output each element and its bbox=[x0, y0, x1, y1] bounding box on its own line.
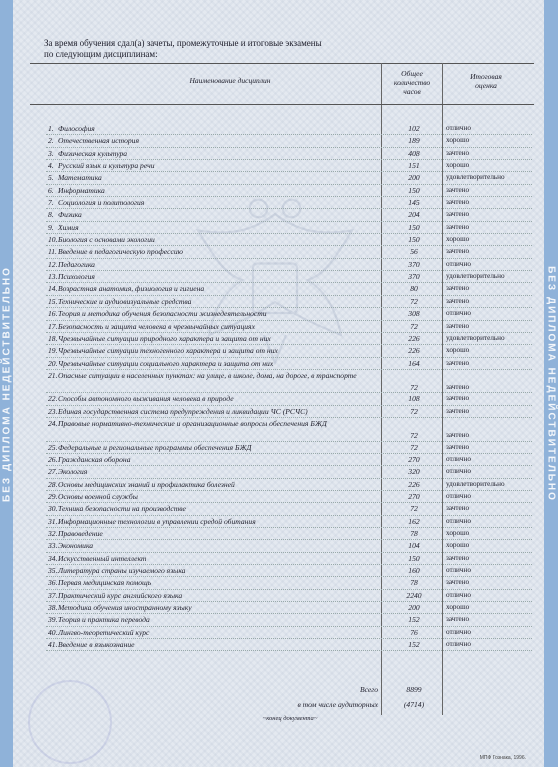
subject-hours: 150 bbox=[408, 553, 420, 563]
subject-grade: зачтено bbox=[446, 431, 470, 440]
subject-number: 25. bbox=[48, 442, 58, 452]
subject-name: Гражданская оборона bbox=[58, 454, 131, 464]
subject-hours: 72 bbox=[410, 296, 418, 306]
subject-number: 22. bbox=[48, 394, 58, 404]
subject-hours: 2240 bbox=[406, 590, 422, 600]
table-row bbox=[0, 284, 558, 296]
subject-number: 29. bbox=[48, 491, 58, 501]
subject-hours: 102 bbox=[408, 124, 420, 133]
subject-name: Педагогика bbox=[58, 259, 95, 269]
subject-name: Методика обучения иностранному языку bbox=[58, 603, 192, 613]
subject-hours: 226 bbox=[408, 346, 420, 356]
subject-grade: зачтено bbox=[446, 406, 470, 415]
subject-number: 37. bbox=[48, 590, 58, 600]
subject-number: 38. bbox=[48, 603, 58, 613]
subject-hours: 150 bbox=[408, 185, 420, 195]
subject-number: 7. bbox=[48, 198, 54, 208]
subject-grade: зачтено bbox=[446, 296, 470, 305]
subject-number: 4. bbox=[48, 161, 54, 171]
header-discipline: Наименование дисциплин bbox=[189, 76, 271, 85]
table-row bbox=[0, 591, 558, 603]
subject-name: Опасные ситуации в населенных пунктах: на улице, в школе, дома, на дороге, в транспорте bbox=[58, 370, 357, 380]
end-of-document-note: ~конец документа~ bbox=[262, 715, 318, 722]
subject-hours: 76 bbox=[410, 627, 418, 637]
subject-name: Физическая культура bbox=[58, 148, 128, 158]
table-row bbox=[0, 322, 558, 334]
table-row bbox=[0, 443, 558, 455]
subject-grade: зачтено bbox=[446, 284, 470, 293]
subject-name: Безопасность и защита человека в чрезвычайных ситуациях bbox=[58, 321, 255, 331]
subject-grade: зачтено bbox=[446, 185, 470, 194]
table-row bbox=[0, 455, 558, 467]
subject-name: Математика bbox=[58, 173, 102, 183]
table-row bbox=[0, 603, 558, 615]
faded-stamp bbox=[28, 680, 112, 764]
end-note-text: конец документа bbox=[266, 715, 314, 722]
subject-name: Введение в педагогическую профессию bbox=[58, 247, 183, 257]
header-hours-line-1: Общее bbox=[401, 69, 423, 78]
subject-grade: удовлетворительно bbox=[446, 272, 505, 281]
auditorium-hours: (4714) bbox=[403, 700, 425, 709]
subject-name: Психология bbox=[58, 272, 95, 282]
subject-hours: 226 bbox=[408, 333, 420, 343]
subject-hours: 408 bbox=[408, 148, 420, 158]
subject-hours: 370 bbox=[408, 259, 420, 269]
subject-number: 33. bbox=[48, 541, 58, 551]
subject-number: 18. bbox=[48, 333, 58, 343]
table-row bbox=[0, 529, 558, 541]
subject-grade: отлично bbox=[446, 454, 471, 463]
subject-grade: отлично bbox=[446, 467, 471, 476]
subject-hours: 270 bbox=[408, 491, 420, 501]
subject-hours: 78 bbox=[410, 578, 418, 588]
subject-number: 3. bbox=[48, 148, 54, 158]
subject-hours: 308 bbox=[408, 309, 420, 319]
subject-hours: 151 bbox=[408, 161, 420, 171]
table-row bbox=[0, 554, 558, 566]
subjects-table bbox=[0, 124, 558, 652]
subject-grade: зачтено bbox=[446, 198, 470, 207]
subject-number: 17. bbox=[48, 321, 58, 331]
subject-grade: хорошо bbox=[446, 346, 470, 355]
subject-grade: отлично bbox=[446, 640, 471, 649]
header-bottom-border bbox=[30, 104, 534, 105]
subject-hours: 72 bbox=[410, 431, 418, 441]
subject-grade: зачтено bbox=[446, 247, 470, 256]
subject-number: 16. bbox=[48, 309, 58, 319]
subject-name: Экономика bbox=[58, 541, 94, 551]
subject-hours: 204 bbox=[408, 210, 420, 220]
subject-hours: 200 bbox=[408, 603, 420, 613]
subject-grade: зачтено bbox=[446, 210, 470, 219]
subject-hours: 80 bbox=[410, 284, 418, 294]
table-row bbox=[0, 161, 558, 173]
header-hours-line-3: часов bbox=[403, 87, 421, 96]
subject-hours: 370 bbox=[408, 272, 420, 282]
header-grade bbox=[446, 72, 526, 90]
subject-number: 32. bbox=[48, 528, 58, 538]
table-row bbox=[0, 223, 558, 235]
subject-number: 40. bbox=[48, 627, 58, 637]
table-row bbox=[0, 504, 558, 516]
subject-name: Биология с основами экологии bbox=[58, 235, 155, 245]
subject-name: Чрезвычайные ситуации природного характера и защита от них bbox=[58, 333, 271, 343]
intro-line-2: по следующим дисциплинам: bbox=[44, 49, 158, 59]
subject-hours: 72 bbox=[410, 406, 418, 416]
table-row bbox=[0, 578, 558, 590]
subject-number: 21. bbox=[48, 370, 58, 380]
table-row bbox=[0, 210, 558, 222]
subject-number: 12. bbox=[48, 259, 58, 269]
table-top-border bbox=[30, 63, 534, 64]
header-hours bbox=[384, 69, 440, 96]
table-row bbox=[0, 640, 558, 652]
subject-grade: зачтено bbox=[446, 148, 470, 157]
subject-hours: 72 bbox=[410, 382, 418, 392]
subject-grade: хорошо bbox=[446, 161, 470, 170]
table-row bbox=[0, 541, 558, 553]
subject-name: Единая государственная система предупреждения и ликвидации ЧС (РСЧС) bbox=[58, 406, 308, 416]
subject-number: 23. bbox=[48, 406, 58, 416]
subject-name: Русский язык и культура речи bbox=[58, 161, 155, 171]
subject-grade: отлично bbox=[446, 566, 471, 574]
subject-grade: отлично bbox=[446, 516, 471, 525]
subject-grade: зачтено bbox=[446, 553, 470, 562]
table-row bbox=[0, 394, 558, 406]
subject-grade: хорошо bbox=[446, 603, 470, 612]
subject-name: Способы автономного выживания человека в природе bbox=[58, 394, 234, 404]
subject-number: 34. bbox=[48, 553, 58, 563]
subject-grade: удовлетворительно bbox=[446, 479, 505, 488]
subject-number: 2. bbox=[48, 136, 54, 146]
table-row bbox=[0, 247, 558, 259]
subject-name: Чрезвычайные ситуации социального характера и защита от них bbox=[58, 358, 274, 368]
subject-number: 11. bbox=[48, 247, 57, 257]
table-row bbox=[0, 346, 558, 358]
subject-grade: зачтено bbox=[446, 504, 470, 513]
subject-name: Искусственный интеллект bbox=[58, 553, 147, 563]
subject-number: 14. bbox=[48, 284, 58, 294]
subject-number: 20. bbox=[48, 358, 58, 368]
subject-grade: отлично bbox=[446, 627, 471, 636]
table-row bbox=[0, 407, 558, 419]
table-row bbox=[0, 272, 558, 284]
subject-name: Основы медицинских знаний и профилактика болезней bbox=[58, 479, 235, 489]
subject-hours: 200 bbox=[408, 173, 420, 183]
subject-number: 10. bbox=[48, 235, 58, 245]
table-row bbox=[0, 260, 558, 272]
subject-number: 19. bbox=[48, 346, 58, 356]
subject-name: Технические и аудиовизуальные средства bbox=[58, 296, 192, 306]
table-row bbox=[0, 198, 558, 210]
subject-name: Теория и практика перевода bbox=[58, 615, 150, 625]
table-row bbox=[0, 492, 558, 504]
subject-grade: отлично bbox=[446, 124, 471, 132]
subject-grade: хорошо bbox=[446, 235, 470, 244]
table-row bbox=[0, 149, 558, 161]
subject-grade: зачтено bbox=[446, 222, 470, 231]
subject-number: 15. bbox=[48, 296, 58, 306]
table-row bbox=[0, 173, 558, 185]
subject-grade: хорошо bbox=[446, 541, 470, 550]
subject-grade: удовлетворительно bbox=[446, 173, 505, 182]
table-row bbox=[0, 136, 558, 148]
subject-grade: зачтено bbox=[446, 442, 470, 451]
subject-grade: отлично bbox=[446, 309, 471, 318]
subject-hours: 152 bbox=[408, 640, 420, 650]
total-hours: 8899 bbox=[406, 685, 422, 694]
right-strip-text: БЕЗ ДИПЛОМА НЕДЕЙСТВИТЕЛЬНО bbox=[545, 265, 557, 502]
subject-grade: зачтено bbox=[446, 358, 470, 367]
subject-hours: 150 bbox=[408, 222, 420, 232]
subject-name: Социология и политология bbox=[58, 198, 145, 208]
table-row bbox=[0, 419, 558, 443]
subject-number: 36. bbox=[48, 578, 58, 588]
subject-number: 30. bbox=[48, 504, 58, 514]
subject-hours: 226 bbox=[408, 479, 420, 489]
subject-number: 27. bbox=[48, 467, 58, 477]
table-row bbox=[0, 334, 558, 346]
header-grade-line-2: оценка bbox=[475, 81, 497, 90]
subject-number: 13. bbox=[48, 272, 58, 282]
table-row bbox=[0, 186, 558, 198]
subject-hours: 152 bbox=[408, 615, 420, 625]
subject-name: Информационные технологии в управлении средой обитания bbox=[58, 516, 256, 526]
table-row bbox=[0, 566, 558, 578]
subject-hours: 164 bbox=[408, 358, 420, 368]
subject-grade: зачтено bbox=[446, 382, 470, 391]
subject-grade: зачтено bbox=[446, 394, 470, 403]
subject-hours: 150 bbox=[408, 235, 420, 245]
subject-hours: 104 bbox=[408, 541, 420, 551]
subject-name: Философия bbox=[58, 124, 95, 133]
subject-hours: 72 bbox=[410, 442, 418, 452]
subject-hours: 320 bbox=[408, 467, 420, 477]
table-row bbox=[0, 517, 558, 529]
printer-note: МПФ Гознака, 1996. bbox=[479, 755, 526, 761]
header-grade-line-1: Итоговая bbox=[470, 72, 502, 81]
subject-name: Практический курс английского языка bbox=[58, 590, 183, 600]
subject-name: Возрастная анатомия, физиология и гигиена bbox=[58, 284, 205, 294]
subject-number: 31. bbox=[48, 516, 58, 526]
table-row bbox=[0, 615, 558, 627]
subject-grade: отлично bbox=[446, 491, 471, 500]
subject-hours: 189 bbox=[408, 136, 420, 146]
subject-hours: 160 bbox=[408, 566, 420, 575]
subject-name: Правоведение bbox=[58, 528, 103, 538]
header-hours-line-2: количество bbox=[393, 78, 431, 87]
table-row bbox=[0, 480, 558, 492]
left-strip-text: БЕЗ ДИПЛОМА НЕДЕЙСТВИТЕЛЬНО bbox=[1, 265, 12, 502]
table-row bbox=[0, 359, 558, 371]
subject-name: Литература страны изучаемого языка bbox=[58, 566, 186, 575]
table-row bbox=[0, 628, 558, 640]
subject-name: Физика bbox=[58, 210, 82, 220]
auditorium-label: в том числе аудиторных bbox=[297, 700, 378, 709]
subject-name: Информатика bbox=[58, 185, 105, 195]
intro-line-1: За время обучения сдал(а) зачеты, промежуточные и итоговые экзамены bbox=[44, 38, 322, 48]
subject-number: 28. bbox=[48, 479, 58, 489]
subject-grade: хорошо bbox=[446, 528, 470, 537]
subject-name: Теория и методика обучения безопасности жизнедеятельности bbox=[58, 309, 267, 319]
subject-name: Лингво-теоретический курс bbox=[58, 627, 150, 637]
subject-hours: 145 bbox=[408, 198, 420, 208]
subject-name: Техника безопасности на производстве bbox=[58, 504, 186, 514]
subject-number: 8. bbox=[48, 210, 54, 220]
subject-hours: 56 bbox=[410, 247, 418, 257]
subject-grade: хорошо bbox=[446, 136, 470, 145]
subject-name: Федеральные и региональные программы обеспечения БЖД bbox=[58, 442, 252, 452]
subject-grade: зачтено bbox=[446, 578, 470, 587]
subject-number: 35. bbox=[48, 566, 58, 575]
subject-number: 1. bbox=[48, 124, 54, 133]
subject-name: Чрезвычайные ситуации техногенного характера и защита от них bbox=[58, 346, 278, 356]
subject-grade: зачтено bbox=[446, 615, 470, 624]
subject-number: 41. bbox=[48, 640, 58, 650]
subject-hours: 108 bbox=[408, 394, 420, 404]
subject-name: Правовые нормативно-технические и организационные вопросы обеспечения БЖД bbox=[58, 419, 327, 429]
table-row bbox=[0, 371, 558, 395]
subject-grade: отлично bbox=[446, 259, 471, 268]
total-label: Всего bbox=[359, 685, 378, 694]
table-row bbox=[0, 235, 558, 247]
subject-number: 26. bbox=[48, 454, 58, 464]
subject-hours: 72 bbox=[410, 321, 418, 331]
subject-name: Основы военной службы bbox=[58, 491, 138, 501]
table-row bbox=[0, 124, 558, 136]
subject-grade: удовлетворительно bbox=[446, 333, 505, 342]
subject-number: 5. bbox=[48, 173, 54, 183]
table-row bbox=[0, 309, 558, 321]
subject-number: 9. bbox=[48, 222, 54, 232]
subject-name: Первая медицинская помощь bbox=[58, 578, 152, 588]
subject-name: Экология bbox=[58, 467, 88, 477]
subject-grade: зачтено bbox=[446, 321, 470, 330]
intro-text bbox=[44, 38, 322, 60]
subject-hours: 78 bbox=[410, 528, 418, 538]
subject-number: 24. bbox=[48, 419, 58, 429]
subject-hours: 162 bbox=[408, 516, 420, 526]
subject-hours: 72 bbox=[410, 504, 418, 514]
table-row bbox=[0, 467, 558, 479]
subject-name: Введение в языкознание bbox=[58, 640, 135, 650]
subject-number: 39. bbox=[48, 615, 58, 625]
subject-number: 6. bbox=[48, 185, 54, 195]
subject-name: Химия bbox=[58, 222, 79, 232]
table-row bbox=[0, 297, 558, 309]
subject-name: Отечественная история bbox=[58, 136, 139, 146]
subject-hours: 270 bbox=[408, 454, 420, 464]
subject-grade: отлично bbox=[446, 590, 471, 599]
